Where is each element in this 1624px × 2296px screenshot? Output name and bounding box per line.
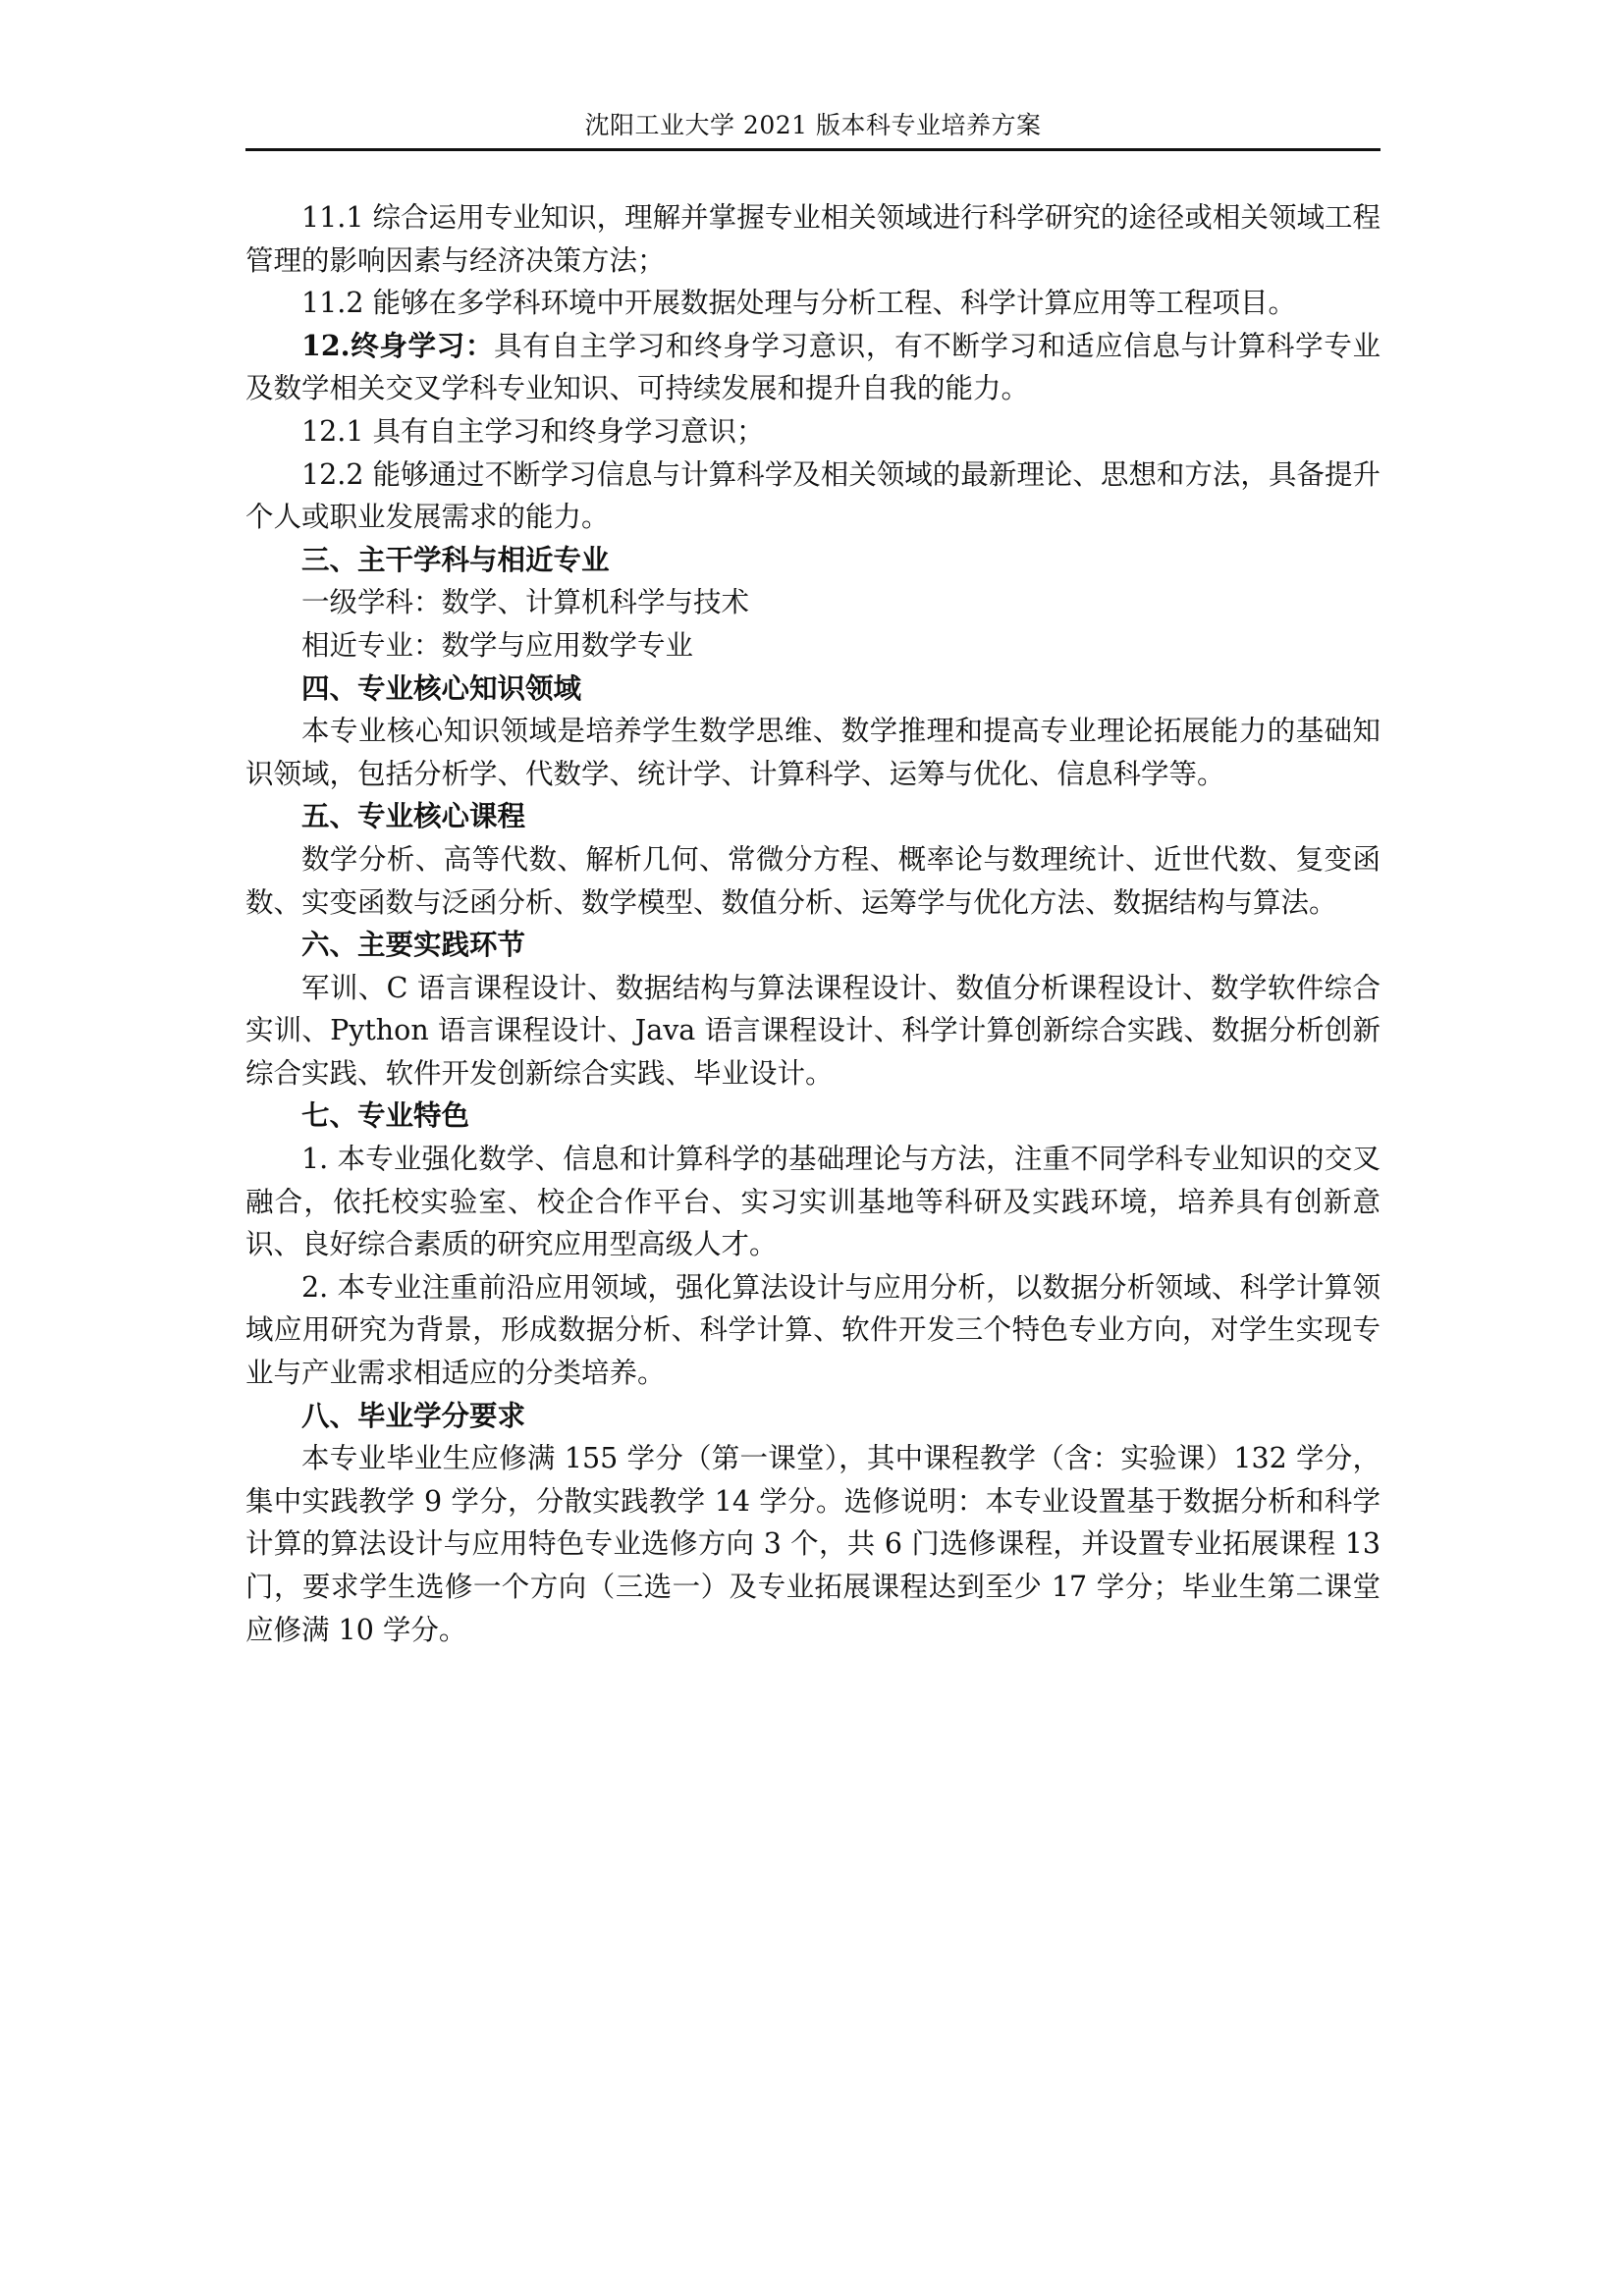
document-body bbox=[245, 196, 1380, 1651]
section-7-item-1: 1. 本专业强化数学、信息和计算科学的基础理论与方法，注重不同学科专业知识的交叉融合，依托校实验室、校企合作平台、实习实训基地等科研及实践环境，培养具有创新意识、良好综合素质的研究应用型高级人才。 bbox=[245, 1143, 1380, 1261]
page-header-title: 沈阳工业大学 2021 版本科专业培养方案 bbox=[584, 111, 1042, 139]
item-11-2: 11.2 能够在多学科环境中开展数据处理与分析工程、科学计算应用等工程项目。 bbox=[301, 287, 1297, 320]
section-4-text: 本专业核心知识领域是培养学生数学思维、数学推理和提高专业理论拓展能力的基础知识领域，包括分析学、代数学、统计学、计算科学、运筹与优化、信息科学等。 bbox=[245, 715, 1380, 790]
section-7-heading: 七、专业特色 bbox=[301, 1098, 470, 1133]
section-7-item-2: 2. 本专业注重前沿应用领域，强化算法设计与应用分析，以数据分析领域、科学计算领域应用研究为背景，形成数据分析、科学计算、软件开发三个特色专业方向，对学生实现专业与产业需求相适应的分类培养。 bbox=[245, 1270, 1380, 1390]
item-12-1: 12.1 具有自主学习和终身学习意识； bbox=[301, 414, 765, 448]
header-rule bbox=[245, 148, 1380, 151]
section-3-heading: 三、主干学科与相近专业 bbox=[301, 542, 610, 576]
section-6-text: 军训、C 语言课程设计、数据结构与算法课程设计、数值分析课程设计、数学软件综合实训、Python 语言课程设计、Java 语言课程设计、科学计算创新综合实践、数据分析创新综合实践、软件开发创新综合实践、毕业设计。 bbox=[245, 971, 1380, 1090]
item-12-2: 12.2 能够通过不断学习信息与计算科学及相关领域的最新理论、思想和方法，具备提升个人或职业发展需求的能力。 bbox=[245, 457, 1380, 534]
section-8-text: 本专业毕业生应修满 155 学分（第一课堂），其中课程教学（含：实验课）132 学分，集中实践教学 9 学分，分散实践教学 14 学分。选修说明：本专业设置基于数据分析和科学计算的算法设计与应用特色专业选修方向 3 个，共 6 门选修课程，并设置专业拓展课程 13 门，要求学生选修一个方向（三选一）及专业拓展课程达到至少 17 学分；毕业生第二课堂应修满 10 学分。 bbox=[245, 1442, 1380, 1646]
section-5-text: 数学分析、高等代数、解析几何、常微分方程、概率论与数理统计、近世代数、复变函数、实变函数与泛函分析、数学模型、数值分析、运筹学与优化方法、数据结构与算法。 bbox=[245, 842, 1380, 919]
section-6-heading: 六、主要实践环节 bbox=[301, 928, 526, 962]
section-4-heading: 四、专业核心知识领域 bbox=[301, 670, 582, 705]
section-5-heading: 五、专业核心课程 bbox=[301, 799, 526, 833]
item-11-1: 11.1 综合运用专业知识，理解并掌握专业相关领域进行科学研究的途径或相关领域工程管理的影响因素与经济决策方法； bbox=[245, 201, 1380, 277]
item-12-text: 具有自主学习和终身学习意识，有不断学习和适应信息与计算科学专业及数学相关交叉学科专业知识、可持续发展和提升自我的能力。 bbox=[245, 329, 1380, 405]
item-12-label: 12.终身学习： bbox=[301, 328, 494, 362]
section-3-related-major: 相近专业：数学与应用数学专业 bbox=[301, 628, 694, 662]
item-12 bbox=[245, 325, 1380, 410]
section-3-discipline: 一级学科：数学、计算机科学与技术 bbox=[301, 586, 750, 619]
section-8-heading: 八、毕业学分要求 bbox=[301, 1398, 526, 1432]
